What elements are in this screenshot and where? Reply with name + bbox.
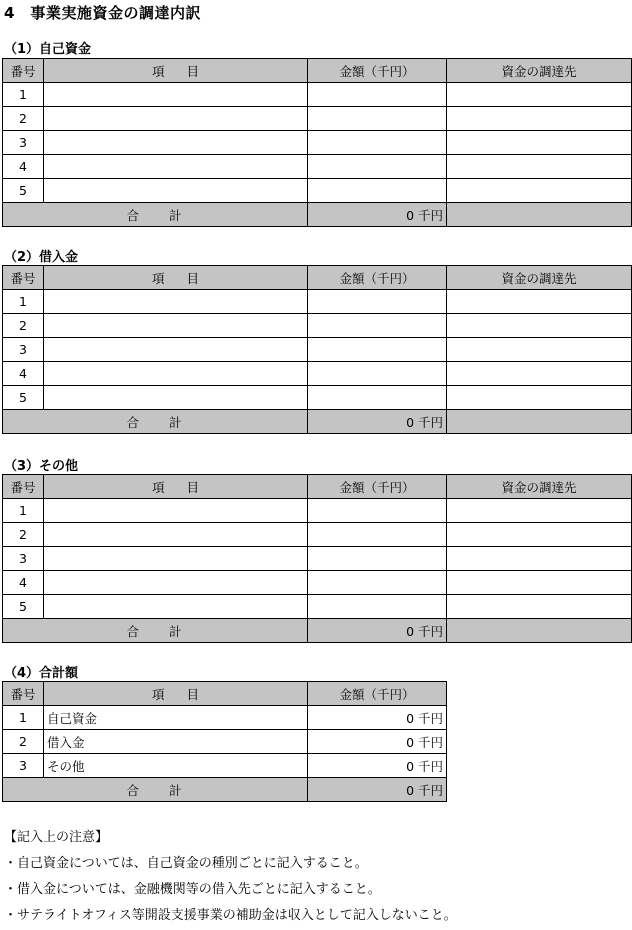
amount-cell: 0 千円 [308, 706, 447, 730]
amount-cell[interactable] [308, 523, 447, 547]
row-number: 4 [3, 571, 44, 595]
table-row [3, 523, 632, 547]
amount-cell[interactable] [308, 386, 447, 410]
row-number: 2 [3, 523, 44, 547]
source-cell[interactable] [447, 131, 632, 155]
row-number: 4 [3, 362, 44, 386]
source-cell[interactable] [447, 179, 632, 203]
row-number: 1 [3, 290, 44, 314]
item-cell[interactable] [44, 547, 308, 571]
amount-cell[interactable] [308, 83, 447, 107]
header-item: 項 目 [44, 475, 308, 499]
row-number: 5 [3, 595, 44, 619]
table-row [3, 362, 632, 386]
total-source-cell [447, 619, 632, 643]
source-cell[interactable] [447, 83, 632, 107]
total-amount: 0 千円 [308, 778, 447, 802]
header-source: 資金の調達先 [447, 59, 632, 83]
amount-cell[interactable] [308, 179, 447, 203]
table-row [3, 547, 632, 571]
page-title: 4 事業実施資金の調達内訳 [4, 4, 201, 22]
header-item: 項 目 [44, 59, 308, 83]
row-number: 2 [3, 107, 44, 131]
table-row [3, 706, 447, 730]
header-source: 資金の調達先 [447, 266, 632, 290]
table-row [3, 386, 632, 410]
header-item: 項 目 [44, 682, 308, 706]
header-number: 番号 [3, 59, 44, 83]
row-number: 4 [3, 155, 44, 179]
source-cell[interactable] [447, 595, 632, 619]
amount-cell[interactable] [308, 571, 447, 595]
amount-cell[interactable] [308, 547, 447, 571]
header-number: 番号 [3, 266, 44, 290]
table-row [3, 754, 447, 778]
table-own-funds [2, 58, 632, 227]
item-cell: 借入金 [44, 730, 308, 754]
row-number: 1 [3, 499, 44, 523]
item-cell[interactable] [44, 83, 308, 107]
amount-cell[interactable] [308, 155, 447, 179]
table-row [3, 179, 632, 203]
item-cell[interactable] [44, 131, 308, 155]
header-amount: 金額（千円） [308, 59, 447, 83]
table-header-row [3, 266, 632, 290]
source-cell[interactable] [447, 571, 632, 595]
header-number: 番号 [3, 475, 44, 499]
note-item: ・借入金については、金融機関等の借入先ごとに記入すること。 [4, 882, 381, 897]
item-cell[interactable] [44, 290, 308, 314]
amount-cell[interactable] [308, 362, 447, 386]
header-source: 資金の調達先 [447, 475, 632, 499]
total-label: 合 計 [3, 410, 308, 434]
table-row [3, 131, 632, 155]
item-cell[interactable] [44, 523, 308, 547]
item-cell: その他 [44, 754, 308, 778]
total-amount: 0 千円 [308, 619, 447, 643]
source-cell[interactable] [447, 314, 632, 338]
row-number: 5 [3, 179, 44, 203]
item-cell[interactable] [44, 107, 308, 131]
item-cell: 自己資金 [44, 706, 308, 730]
item-cell[interactable] [44, 595, 308, 619]
total-row [3, 778, 447, 802]
header-number: 番号 [3, 682, 44, 706]
item-cell[interactable] [44, 362, 308, 386]
amount-cell: 0 千円 [308, 754, 447, 778]
header-amount: 金額（千円） [308, 266, 447, 290]
table-row [3, 730, 447, 754]
item-cell[interactable] [44, 386, 308, 410]
table-header-row [3, 475, 632, 499]
section-heading-borrowings: （2）借入金 [4, 250, 79, 265]
table-row [3, 290, 632, 314]
row-number: 2 [3, 314, 44, 338]
total-source-cell [447, 410, 632, 434]
total-amount: 0 千円 [308, 203, 447, 227]
notes-block [4, 826, 457, 930]
source-cell[interactable] [447, 362, 632, 386]
note-item: ・自己資金については、自己資金の種別ごとに記入すること。 [4, 856, 368, 871]
row-number: 3 [3, 338, 44, 362]
amount-cell[interactable] [308, 290, 447, 314]
row-number: 2 [3, 730, 44, 754]
item-cell[interactable] [44, 338, 308, 362]
table-other [2, 474, 632, 643]
table-row [3, 338, 632, 362]
table-summary [2, 681, 447, 802]
item-cell[interactable] [44, 571, 308, 595]
source-cell[interactable] [447, 155, 632, 179]
item-cell[interactable] [44, 314, 308, 338]
total-label: 合 計 [3, 778, 308, 802]
table-row [3, 314, 632, 338]
item-cell[interactable] [44, 179, 308, 203]
source-cell[interactable] [447, 523, 632, 547]
table-row [3, 499, 632, 523]
total-source-cell [447, 203, 632, 227]
table-row [3, 83, 632, 107]
amount-cell[interactable] [308, 314, 447, 338]
table-row [3, 571, 632, 595]
source-cell[interactable] [447, 499, 632, 523]
row-number: 3 [3, 754, 44, 778]
row-number: 1 [3, 706, 44, 730]
amount-cell[interactable] [308, 131, 447, 155]
row-number: 3 [3, 131, 44, 155]
header-item: 項 目 [44, 266, 308, 290]
source-cell[interactable] [447, 338, 632, 362]
section-heading-summary: （4）合計額 [4, 666, 79, 681]
header-amount: 金額（千円） [308, 475, 447, 499]
item-cell[interactable] [44, 499, 308, 523]
section-heading-own-funds: （1）自己資金 [4, 42, 92, 57]
total-row [3, 410, 632, 434]
row-number: 3 [3, 547, 44, 571]
table-row [3, 107, 632, 131]
total-amount: 0 千円 [308, 410, 447, 434]
row-number: 1 [3, 83, 44, 107]
table-header-row [3, 682, 447, 706]
total-row [3, 203, 632, 227]
source-cell[interactable] [447, 547, 632, 571]
notes-heading: 【記入上の注意】 [4, 830, 109, 845]
amount-cell[interactable] [308, 499, 447, 523]
table-header-row [3, 59, 632, 83]
table-row [3, 155, 632, 179]
header-amount: 金額（千円） [308, 682, 447, 706]
item-cell[interactable] [44, 155, 308, 179]
source-cell[interactable] [447, 107, 632, 131]
total-row [3, 619, 632, 643]
amount-cell: 0 千円 [308, 730, 447, 754]
row-number: 5 [3, 386, 44, 410]
table-borrowings [2, 265, 632, 434]
amount-cell[interactable] [308, 595, 447, 619]
table-row [3, 595, 632, 619]
total-label: 合 計 [3, 619, 308, 643]
total-label: 合 計 [3, 203, 308, 227]
source-cell[interactable] [447, 290, 632, 314]
source-cell[interactable] [447, 386, 632, 410]
amount-cell[interactable] [308, 338, 447, 362]
note-item: ・サテライトオフィス等開設支援事業の補助金は収入として記入しないこと。 [4, 908, 457, 923]
section-heading-other: （3）その他 [4, 459, 79, 474]
amount-cell[interactable] [308, 107, 447, 131]
